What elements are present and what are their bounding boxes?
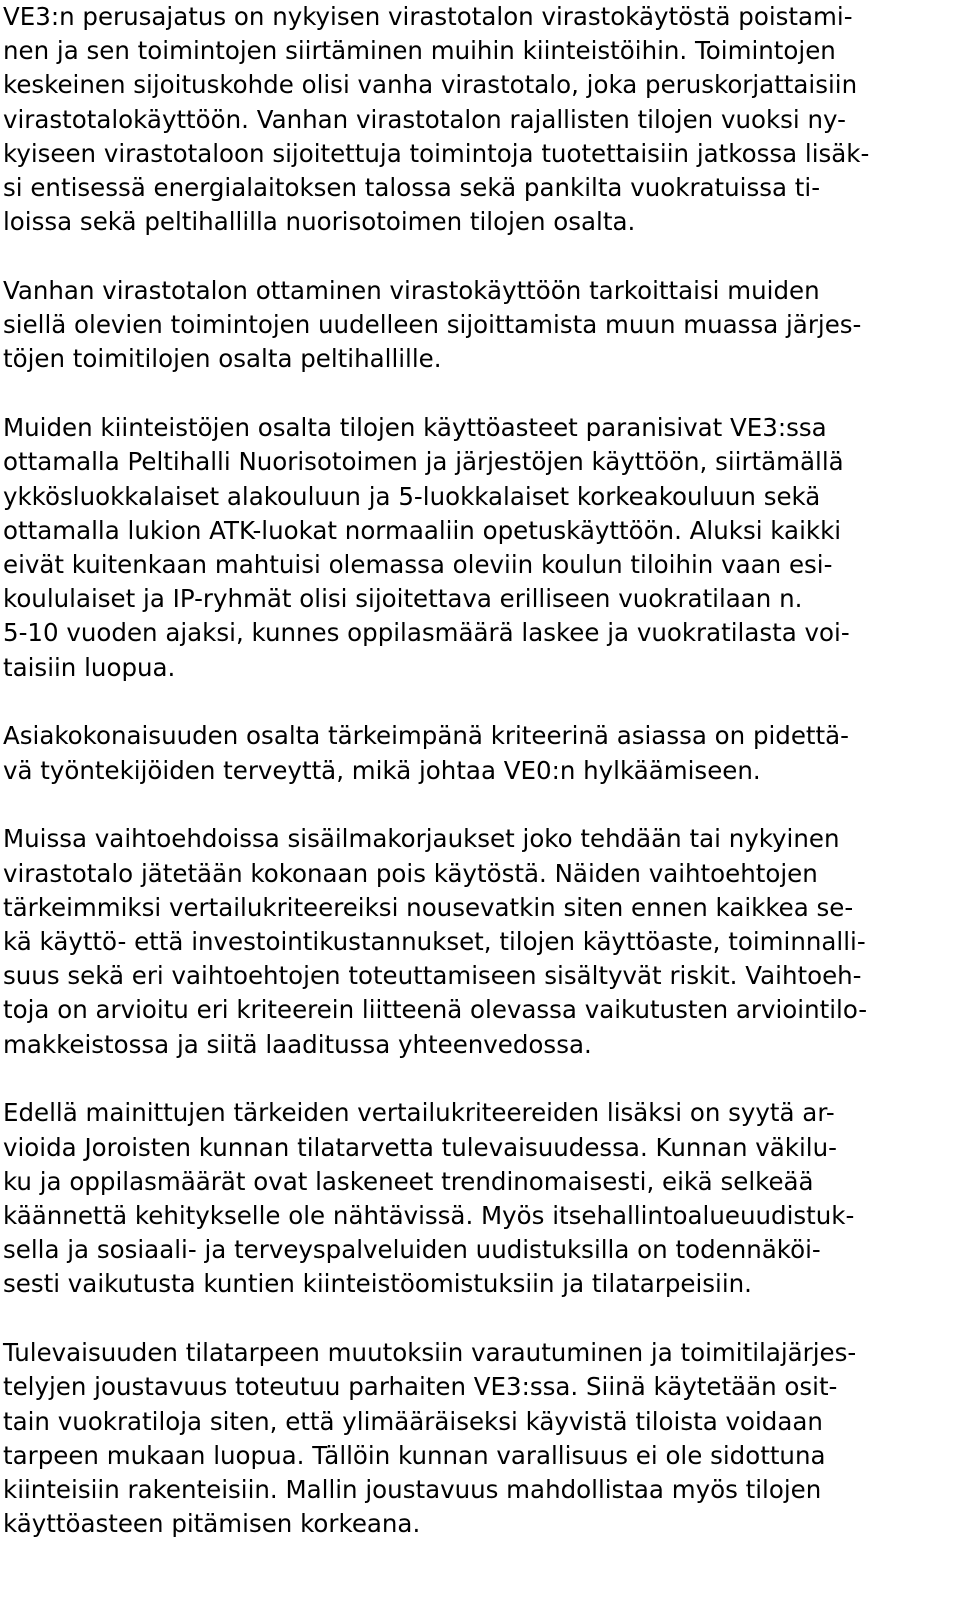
text-line: VE3:n perusajatus on nykyisen virastotalon virastokäytöstä poistami- [3,2,853,31]
text-line: telyjen joustavuus toteutuu parhaiten VE3:ssa. Siinä käytetään osit- [3,1372,838,1402]
text-line: ykkösluokkalaiset alakouluun ja 5-luokkalaiset korkeakouluun sekä [3,481,821,511]
paragraph-spacer [3,685,943,720]
text-line: virastotalokäyttöön. Vanhan virastotalon rajallisten tilojen vuoksi ny- [3,104,846,134]
text-line: Muissa vaihtoehdoissa sisäilmakorjaukset joko tehdään tai nykyinen [3,824,840,854]
text-line: ku ja oppilasmäärät ovat laskeneet trendinomaisesti, eikä selkeää [3,1166,814,1196]
text-line: vioida Joroisten kunnan tilatarvetta tulevaisuudessa. Kunnan väkilu- [3,1132,837,1162]
paragraph-3 [3,411,943,685]
paragraph-spacer [3,1302,943,1337]
text-line: käännettä kehitykselle ole nähtävissä. Myös itsehallintoalueuudistuk- [3,1201,855,1231]
text-line: Tulevaisuuden tilatarpeen muutoksiin varautuminen ja toimitilajärjes- [3,1338,857,1368]
text-line: kä käyttö- että investointikustannukset, tilojen käyttöaste, toiminnalli- [3,927,866,957]
text-line: 5-10 vuoden ajaksi, kunnes oppilasmäärä laskee ja vuokratilasta voi- [3,618,850,648]
paragraph-spacer [3,1062,943,1097]
text-line: suus sekä eri vaihtoehtojen toteuttamiseen sisältyvät riskit. Vaihtoeh- [3,961,862,991]
text-line: Asiakokonaisuuden osalta tärkeimpänä kriteerinä asiassa on pidettä- [3,721,850,751]
paragraph-spacer [3,239,943,274]
text-line: tärkeimmiksi vertailukriteereiksi nousevatkin siten ennen kaikkea se- [3,892,854,922]
text-line: koululaiset ja IP-ryhmät olisi sijoitettava erilliseen vuokratilaan n. [3,584,803,614]
paragraph-4 [3,719,943,787]
text-line: virastotalo jätetään kokonaan pois käytöstä. Näiden vaihtoehtojen [3,858,818,888]
text-line: siellä olevien toimintojen uudelleen sijoittamista muun muassa järjes- [3,310,862,340]
paragraph-5 [3,822,943,1061]
text-line: vä työntekijöiden terveyttä, mikä johtaa VE0:n hylkäämiseen. [3,755,761,785]
text-line: töjen toimitilojen osalta peltihallille. [3,344,442,374]
text-line: eivät kuitenkaan mahtuisi olemassa oleviin koulun tiloihin vaan esi- [3,550,833,580]
text-line: sella ja sosiaali- ja terveyspalveluiden uudistuksilla on todennäköi- [3,1235,821,1265]
text-line: ottamalla lukion ATK-luokat normaaliin opetuskäyttöön. Aluksi kaikki [3,515,842,545]
text-line: keskeinen sijoituskohde olisi vanha virastotalo, joka peruskorjattaisiin [3,70,858,100]
paragraph-1 [3,0,943,239]
text-line: kiinteisiin rakenteisiin. Mallin joustavuus mahdollistaa myös tilojen [3,1475,822,1505]
text-line: kyiseen virastotaloon sijoitettuja toimintoja tuotettaisiin jatkossa lisäk- [3,138,870,168]
paragraph-6 [3,1096,943,1301]
text-line: tarpeen mukaan luopua. Tällöin kunnan varallisuus ei ole sidottuna [3,1440,826,1470]
paragraph-spacer [3,377,943,412]
text-line: ottamalla Peltihalli Nuorisotoimen ja järjestöjen käyttöön, siirtämällä [3,447,844,477]
text-line: taisiin luopua. [3,652,176,682]
text-line: makkeistossa ja siitä laaditussa yhteenvedossa. [3,1029,592,1059]
text-line: Vanhan virastotalon ottaminen virastokäyttöön tarkoittaisi muiden [3,276,820,306]
text-line: nen ja sen toimintojen siirtäminen muihin kiinteistöihin. Toimintojen [3,36,836,66]
text-line: käyttöasteen pitämisen korkeana. [3,1509,421,1539]
paragraph-2 [3,274,943,377]
paragraph-7 [3,1336,943,1541]
paragraph-spacer [3,788,943,823]
text-line: sesti vaikutusta kuntien kiinteistöomistuksiin ja tilatarpeisiin. [3,1269,752,1299]
text-line: tain vuokratiloja siten, että ylimääräiseksi käyvistä tiloista voidaan [3,1406,823,1436]
text-line: Edellä mainittujen tärkeiden vertailukriteereiden lisäksi on syytä ar- [3,1098,835,1128]
text-line: si entisessä energialaitoksen talossa sekä pankilta vuokratuissa ti- [3,173,821,203]
text-line: Muiden kiinteistöjen osalta tilojen käyttöasteet paranisivat VE3:ssa [3,413,827,443]
text-line: loissa sekä peltihallilla nuorisotoimen tilojen osalta. [3,207,636,237]
text-line: toja on arvioitu eri kriteerein liitteenä olevassa vaikutusten arviointilo- [3,995,868,1025]
document-body [3,0,943,1541]
